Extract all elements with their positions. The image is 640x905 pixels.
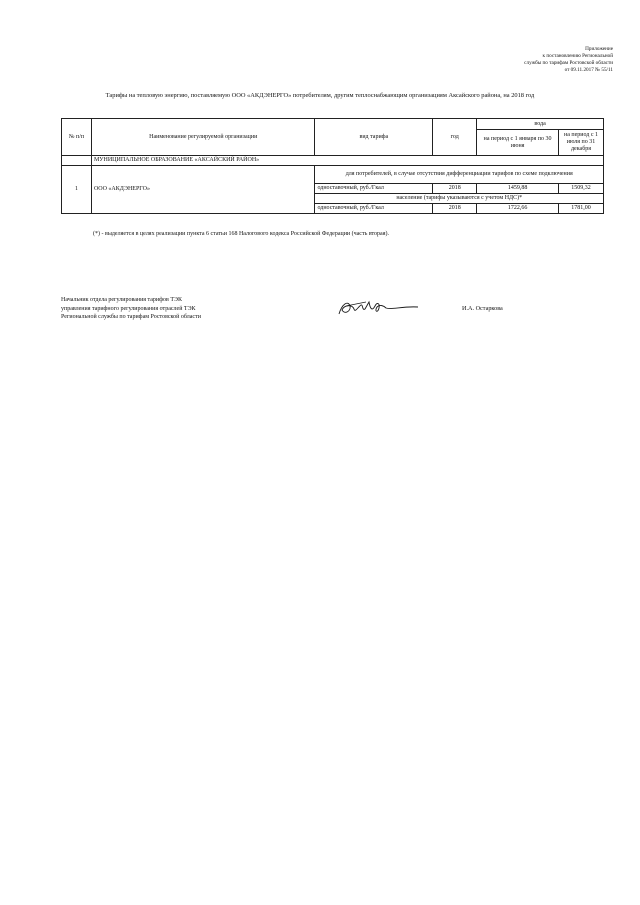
municipality-name: МУНИЦИПАЛЬНОЕ ОБРАЗОВАНИЕ «АКСАЙСКИЙ РАЙОН»: [91, 156, 603, 166]
annex-reference: [413, 46, 613, 74]
period-1-value: 1459,88: [477, 184, 559, 194]
section-population: население (тарифы указываются с учетом НДС)*: [315, 194, 604, 204]
signatory-line-3: Региональной службы по тарифам Ростовской области: [61, 314, 201, 321]
row-number: 1: [62, 166, 92, 214]
header-organization: Наименование регулируемой организации: [91, 119, 315, 156]
signer-name: И.А. Остаркова: [462, 305, 503, 312]
tariff-type-cell: одноставочный, руб./Гкал: [315, 204, 433, 214]
handwritten-signature: [336, 296, 420, 320]
tariff-type-cell: одноставочный, руб./Гкал: [315, 184, 433, 194]
period-2-value: 1509,32: [559, 184, 604, 194]
signatory-position: [61, 296, 201, 322]
annex-line-2: к постановлению Региональной: [542, 53, 613, 59]
document-title: Тарифы на тепловую энергию, поставляемую ООО «АКДЭНЕРГО» потребителям, другим теплоснабжающим организациям Аксайского района, на 2018 год: [105, 92, 535, 99]
section-consumers: для потребителей, в случае отсутствия дифференциации тарифов по схеме подключения: [315, 166, 604, 184]
year-cell: 2018: [433, 184, 477, 194]
annex-line-1: Приложение: [585, 46, 613, 52]
municipality-number-cell: [62, 156, 92, 166]
header-period-2: на период с 1 июля по 31 декабря: [559, 130, 604, 156]
footnote: (*) - выделяется в целях реализации пункта 6 статьи 168 Налогового кодекса Российской Федерации (часть вторая).: [93, 231, 389, 237]
period-1-value: 1722,66: [477, 204, 559, 214]
year-cell: 2018: [433, 204, 477, 214]
header-water-group: вода: [477, 119, 604, 130]
municipality-row: [62, 156, 604, 166]
header-year: год: [433, 119, 477, 156]
tariff-table: [61, 118, 604, 214]
header-tariff-type: вид тарифа: [315, 119, 433, 156]
annex-line-4: от 09.11.2017 № 55/11: [564, 67, 613, 73]
period-2-value: 1781,00: [559, 204, 604, 214]
annex-line-3: службы по тарифам Ростовской области: [524, 60, 613, 66]
organization-name: ООО «АКДЭНЕРГО»: [91, 166, 315, 214]
section-consumers-row: [62, 166, 604, 184]
signatory-line-2: управления тарифного регулирования отраслей ТЭК: [61, 305, 196, 312]
header-period-1: на период с 1 января по 30 июня: [477, 130, 559, 156]
signatory-line-1: Начальник отдела регулирования тарифов ТЭК: [61, 297, 182, 303]
header-row-1: [62, 119, 604, 130]
header-number: № п/п: [62, 119, 92, 156]
